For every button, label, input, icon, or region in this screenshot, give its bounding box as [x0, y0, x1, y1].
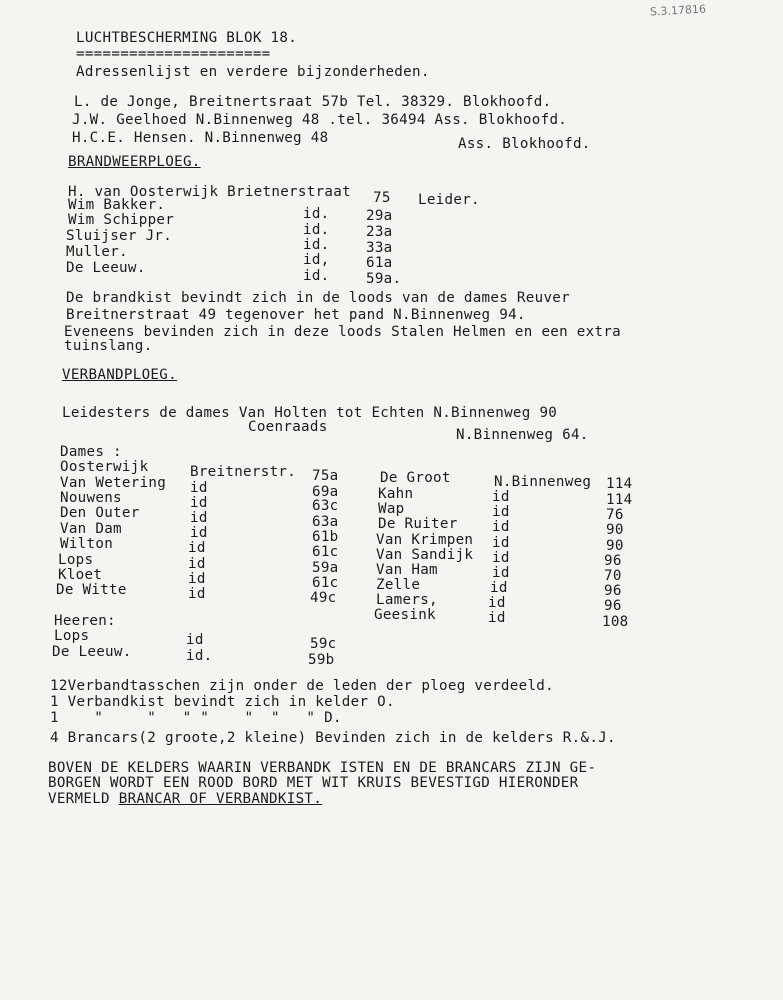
member-name: Wilton	[60, 536, 114, 552]
house-number: 90	[606, 538, 624, 554]
street: id	[190, 495, 208, 511]
street: id	[188, 540, 206, 556]
house-number: 59a.	[366, 271, 402, 287]
street: id	[492, 550, 510, 566]
note-line: tuinslang.	[64, 338, 153, 354]
street: id	[492, 489, 510, 505]
contact-line: H.C.E. Hensen. N.Binnenweg 48	[72, 130, 329, 146]
member-name: Van Krimpen	[376, 532, 474, 548]
house-number: 63a	[312, 514, 339, 530]
leider-address: N.Binnenweg 64.	[456, 427, 589, 443]
member-name: De Leeuw.	[66, 260, 146, 276]
note-line: De brandkist bevindt zich in de loods van de dames Reuver	[66, 290, 570, 306]
notice-line-last	[48, 791, 322, 807]
house-number: 75	[373, 190, 391, 206]
document-title: LUCHTBESCHERMING BLOK 18.	[76, 30, 298, 46]
street: id	[492, 504, 510, 520]
equipment-line: 1 " " " " " " " D.	[50, 710, 342, 726]
dames-label: Dames :	[60, 444, 122, 460]
street: id	[188, 571, 206, 587]
house-number: 23a	[366, 224, 393, 240]
street: id	[186, 632, 204, 648]
street: Breitnerstr.	[190, 464, 297, 480]
house-number: 96	[604, 583, 622, 599]
house-number: 63c	[312, 498, 339, 514]
street: id.	[303, 268, 330, 284]
member-name: Lamers,	[376, 592, 438, 608]
member-name: Kahn	[378, 486, 414, 502]
house-number: 69a	[312, 484, 339, 500]
contact-line: J.W. Geelhoed N.Binnenweg 48 .tel. 36494 Ass. Blokhoofd.	[72, 112, 568, 128]
member-name: Den Outer	[60, 505, 140, 521]
document-subtitle: Adressenlijst en verdere bijzonderheden.	[76, 64, 430, 80]
member-name: Kloet	[58, 567, 103, 583]
member-name: Oosterwijk	[60, 459, 149, 475]
house-number: 90	[606, 522, 624, 538]
street: id	[188, 586, 206, 602]
heeren-label: Heeren:	[54, 613, 116, 629]
house-number: 61c	[312, 575, 339, 591]
member-name: Zelle	[376, 577, 421, 593]
contact-line: L. de Jonge, Breitnertsraat 57b Tel. 38329. Blokhoofd.	[74, 94, 552, 110]
street: id.	[303, 237, 330, 253]
house-number: 61b	[312, 529, 339, 545]
house-number: 108	[602, 614, 629, 630]
street: id	[492, 535, 510, 551]
member-name: De Witte	[56, 582, 127, 598]
notice-prefix: VERMELD	[48, 791, 119, 807]
archive-number: S.3.17816	[649, 2, 707, 19]
member-name: Wim Bakker.	[68, 197, 166, 213]
member-name: Geesink	[374, 607, 436, 623]
house-number: 96	[604, 553, 622, 569]
house-number: 61a	[366, 255, 393, 271]
verband-heading: VERBANDPLOEG.	[62, 367, 177, 383]
member-name: Lops	[58, 552, 94, 568]
member-name: Lops	[54, 628, 90, 644]
street: N.Binnenweg	[494, 474, 592, 490]
member-name: De Ruiter	[378, 516, 458, 532]
notice-line: BOVEN DE KELDERS WAARIN VERBANDK ISTEN EN DE BRANCARS ZIJN GE-	[48, 760, 597, 776]
brandweer-heading: BRANDWEERPLOEG.	[68, 154, 201, 170]
contact-line: Ass. Blokhoofd.	[458, 136, 591, 152]
title-rule: ======================	[76, 46, 271, 62]
street: id	[492, 519, 510, 535]
house-number: 59c	[310, 636, 337, 652]
street: id	[190, 480, 208, 496]
street: id	[190, 510, 208, 526]
house-number: 114	[606, 476, 633, 492]
street: id	[488, 610, 506, 626]
house-number: 75a	[312, 468, 339, 484]
member-role: Leider.	[418, 192, 480, 208]
note-line: Eveneens bevinden zich in deze loods Stalen Helmen en een extra	[64, 324, 622, 340]
house-number: 29a	[366, 208, 393, 224]
house-number: 96	[604, 598, 622, 614]
equipment-line: 4 Brancars(2 groote,2 kleine) Bevinden zich in de kelders R.&.J.	[50, 730, 616, 746]
member-name: Wap	[378, 501, 405, 517]
house-number: 59a	[312, 560, 339, 576]
street: id	[490, 580, 508, 596]
notice-line: BORGEN WORDT EEN ROOD BORD MET WIT KRUIS BEVESTIGD HIERONDER	[48, 775, 579, 791]
house-number: 114	[606, 492, 633, 508]
member-name: H. van Oosterwijk Brietnerstraat	[68, 184, 351, 200]
street: id	[492, 565, 510, 581]
member-name: Sluijser Jr.	[66, 228, 173, 244]
street: id	[188, 556, 206, 572]
member-name: De Groot	[380, 470, 451, 486]
member-name: Wim Schipper	[68, 212, 175, 228]
equipment-line: 12Verbandtasschen zijn onder de leden der ploeg verdeeld.	[50, 678, 554, 694]
street: id.	[303, 206, 330, 222]
house-number: 76	[606, 507, 624, 523]
member-name: Van Sandijk	[376, 547, 474, 563]
street: id	[190, 525, 208, 541]
house-number: 61c	[312, 544, 339, 560]
member-name: Nouwens	[60, 490, 122, 506]
house-number: 70	[604, 568, 622, 584]
member-name: Van Dam	[60, 521, 122, 537]
notice-underlined: BRANCAR OF VERBANDKIST.	[118, 791, 323, 807]
member-name: Van Wetering	[60, 475, 167, 491]
member-name: Muller.	[66, 244, 128, 260]
house-number: 59b	[308, 652, 335, 668]
house-number: 33a	[366, 240, 393, 256]
street: id,	[303, 252, 330, 268]
house-number: 49c	[310, 590, 337, 606]
member-name: Van Ham	[376, 562, 438, 578]
note-line: Breitnerstraat 49 tegenover het pand N.Binnenweg 94.	[66, 307, 526, 323]
street: id.	[186, 648, 213, 664]
leiders-line: Leidesters de dames Van Holten tot Echten N.Binnenweg 90	[62, 405, 558, 421]
street: id	[488, 595, 506, 611]
street: id.	[303, 222, 330, 238]
leider-name: Coenraads	[248, 419, 328, 435]
member-name: De Leeuw.	[52, 644, 132, 660]
equipment-line: 1 Verbandkist bevindt zich in kelder O.	[50, 694, 395, 710]
